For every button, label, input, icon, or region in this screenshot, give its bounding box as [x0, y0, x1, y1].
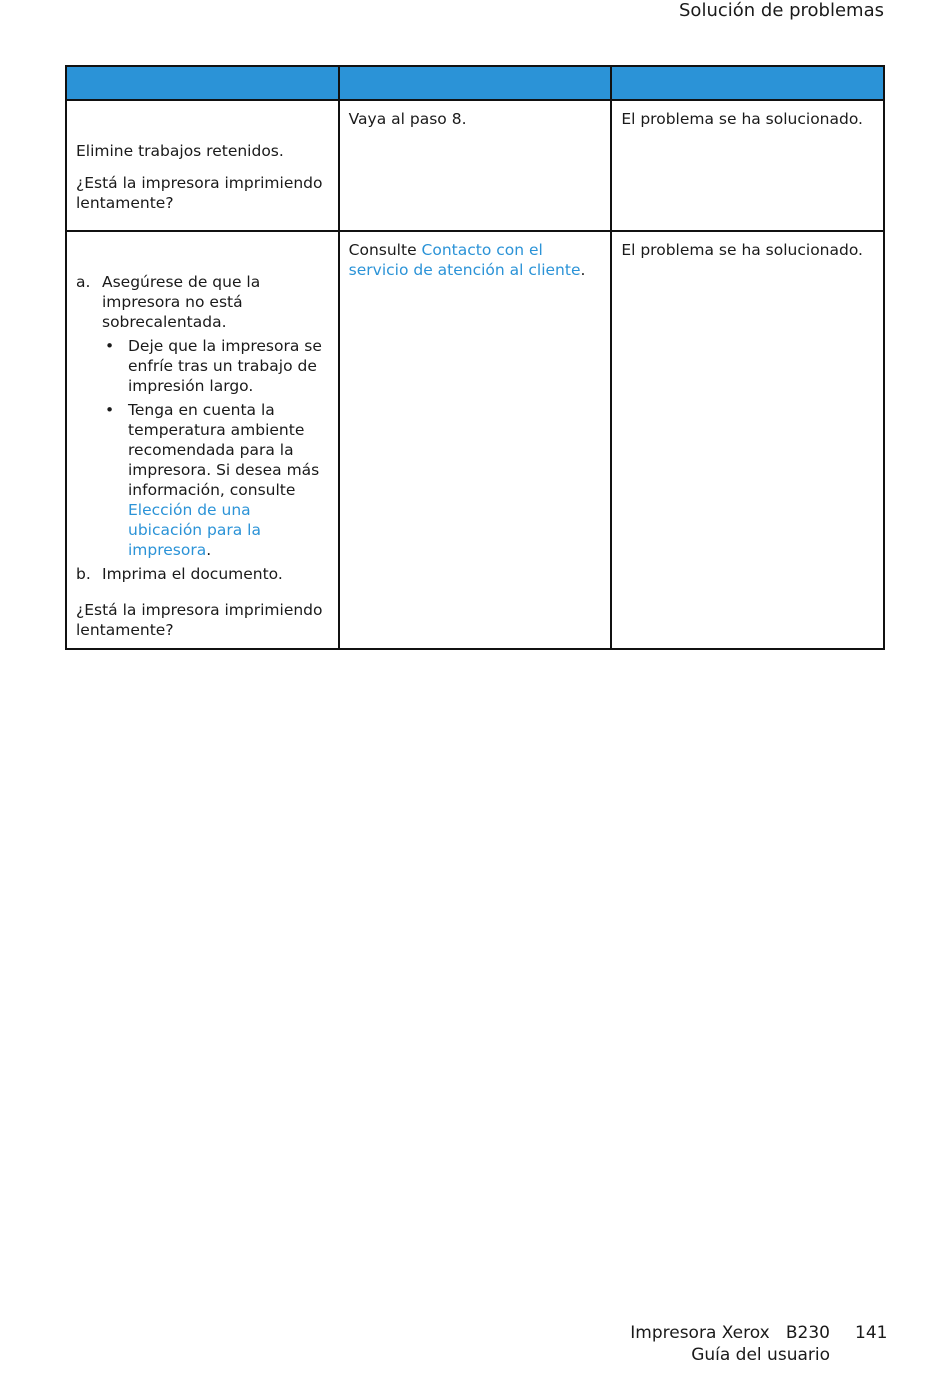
- customer-service-link[interactable]: Contacto con el servicio de atención al cliente: [348, 241, 581, 279]
- substep-item: [76, 564, 329, 584]
- step-action: Elimine trabajos retenidos.: [76, 142, 284, 160]
- substep-text: Asegúrese de que la impresora no está sobrecalentada.: [102, 273, 261, 331]
- bullet-item: [102, 400, 329, 560]
- troubleshooting-table: [65, 65, 885, 650]
- header-cell-no: [611, 66, 884, 100]
- footer-guide: Guía del usuario: [691, 1345, 830, 1365]
- substep-text: Imprima el documento.: [102, 565, 283, 583]
- page-number: 141: [855, 1323, 888, 1343]
- yes-cell: [339, 231, 612, 649]
- step-question: ¿Está la impresora imprimiendo lentamente?: [76, 601, 323, 639]
- bullet-end: .: [206, 541, 212, 559]
- no-cell: El problema se ha solucionado.: [611, 231, 884, 649]
- bullet-list: [102, 336, 329, 560]
- bullet-text: Tenga en cuenta la temperatura ambiente recomendada para la impresora. Si desea más información, consulte: [128, 401, 320, 499]
- substep-list: [76, 272, 329, 584]
- header-cell-step: [66, 66, 339, 100]
- step-cell: [66, 231, 339, 649]
- yes-prefix: Consulte: [348, 241, 422, 259]
- section-title: Solución de problemas: [679, 0, 884, 21]
- table-row: [66, 100, 884, 231]
- bullet-item: [102, 336, 329, 396]
- substep-marker: a.: [76, 273, 91, 291]
- step-question: ¿Está la impresora imprimiendo lentamente?: [76, 174, 323, 212]
- step-cell: [66, 100, 339, 231]
- table-row: [66, 231, 884, 649]
- substep-marker: b.: [76, 565, 91, 583]
- yes-cell: Vaya al paso 8.: [339, 100, 612, 231]
- footer: [630, 1322, 830, 1366]
- header-cell-yes: [339, 66, 612, 100]
- location-link[interactable]: Elección de una ubicación para la impresora: [128, 501, 261, 559]
- substep-item: [76, 272, 329, 560]
- footer-product: Impresora Xerox B230: [630, 1323, 830, 1343]
- yes-suffix: .: [580, 261, 586, 279]
- bullet-text: Deje que la impresora se enfríe tras un trabajo de impresión largo.: [128, 337, 322, 395]
- table-header-row: [66, 66, 884, 100]
- no-cell: El problema se ha solucionado.: [611, 100, 884, 231]
